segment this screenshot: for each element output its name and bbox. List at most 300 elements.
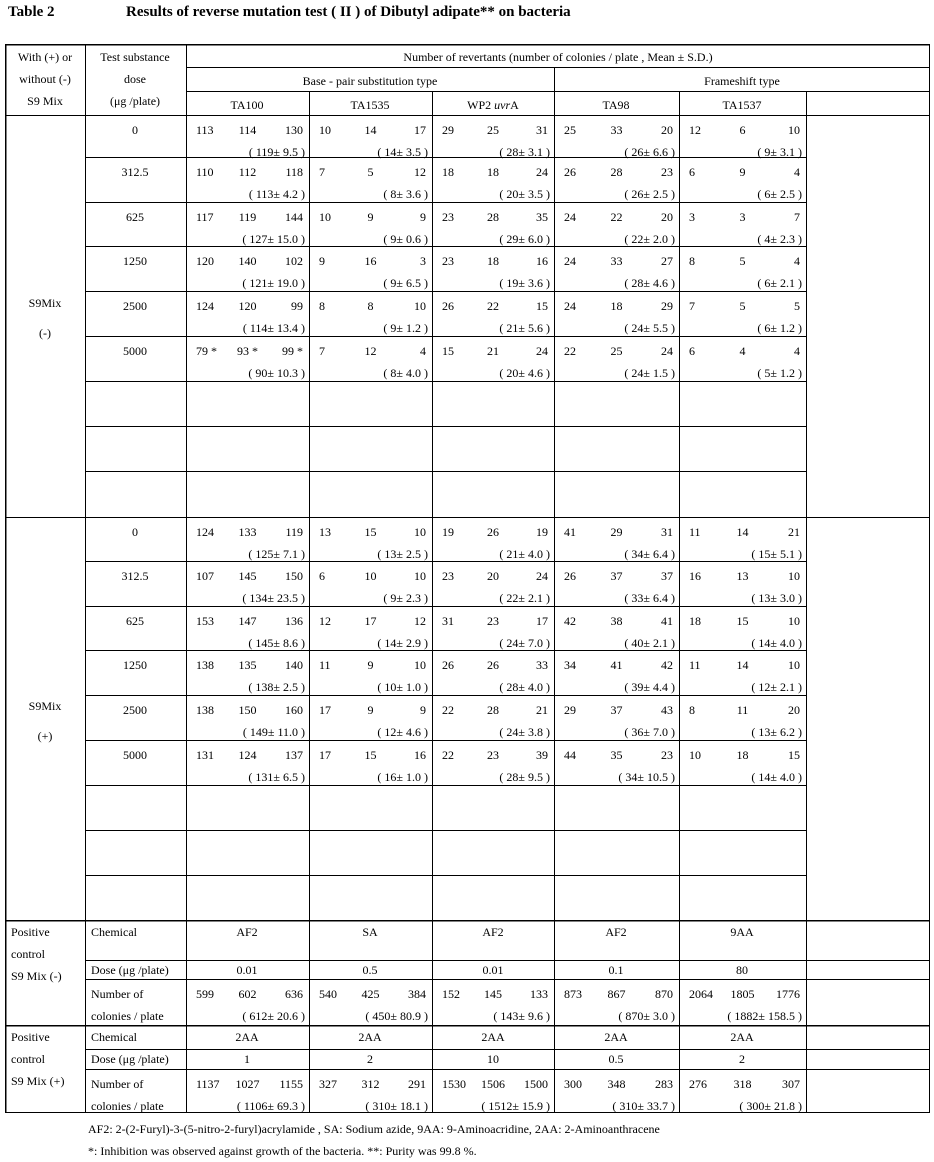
- footnote-abbreviations: AF2: 2-(2-Furyl)-3-(5-nitro-2-furyl)acrylamide , SA: Sodium azide, 9AA: 9-Aminoacridine, 2AA: 2-Aminoanthracene: [88, 1122, 660, 1136]
- g0-r5-c4-plate-2: 4: [739, 344, 746, 358]
- pc0-c1-plate-3: 384: [408, 987, 426, 1001]
- g0-r4-c0-plate-2: 120: [238, 299, 257, 313]
- g1-r1-c1-plate-3: 10: [414, 569, 426, 583]
- g1-r4-c1-plate-1: 17: [319, 703, 331, 717]
- pc1-c3-plate-3: 283: [655, 1077, 673, 1091]
- g1-r1-c4-plate-2: 13: [736, 569, 749, 583]
- g0-r4-c2-plate-3: 15: [536, 299, 548, 313]
- g0-r3-c0-plate-3: 102: [285, 254, 303, 268]
- g1-r2-c1-plate-2: 17: [364, 614, 377, 628]
- g0-r2-c1-mean: ( 9± 0.6 ): [383, 232, 428, 246]
- pc-dose: 0.01: [482, 963, 504, 977]
- strain-header: TA100: [230, 98, 264, 112]
- g1-r2-c4-plate-3: 10: [788, 614, 800, 628]
- g0-r4-c1-plate-3: 10: [414, 299, 426, 313]
- g0-r0-c1-plate-3: 17: [414, 123, 426, 137]
- g1-r0-c4-plate-3: 21: [788, 525, 800, 539]
- pc-chemical: AF2: [482, 925, 504, 939]
- pc1-c4-plate-1: 276: [689, 1077, 707, 1091]
- pc-row-label: colonies / plate: [91, 1009, 164, 1023]
- g0-r5-c2-mean: ( 20± 4.6 ): [499, 366, 550, 380]
- pc1-c2-mean: ( 1512± 15.9 ): [481, 1099, 550, 1113]
- g1-r0-c4-plate-1: 11: [689, 525, 701, 539]
- g0-r4-c3-mean: ( 24± 5.5 ): [624, 321, 675, 335]
- g0-r0-c2-plate-2: 25: [487, 123, 499, 137]
- pc-dose: 0.01: [236, 963, 258, 977]
- g1-r1-c4-plate-3: 10: [788, 569, 800, 583]
- g1-r3-c1-plate-3: 10: [414, 658, 426, 672]
- g1-r3-c0-plate-3: 140: [285, 658, 303, 672]
- pc-dose: 0.5: [362, 963, 378, 977]
- g0-r2-c4-plate-1: 3: [689, 210, 695, 224]
- g1-r5-c3-mean: ( 34± 10.5 ): [618, 770, 675, 784]
- pc1-c2-plate-1: 1530: [442, 1077, 466, 1091]
- g1-r1-c3-plate-1: 26: [564, 569, 576, 583]
- dose-value: 2500: [123, 299, 147, 313]
- g0-r0-c0-plate-3: 130: [285, 123, 303, 137]
- pc0-c4-plate-1: 2064: [689, 987, 713, 1001]
- g0-r2-c1-plate-3: 9: [420, 210, 426, 224]
- g0-r2-c4-plate-3: 7: [794, 210, 800, 224]
- dose-value: 312.5: [121, 569, 149, 583]
- g0-r2-c4-plate-2: 3: [739, 210, 746, 224]
- g1-r3-c3-plate-2: 41: [610, 658, 623, 672]
- table-caption: Results of reverse mutation test ( II ) of Dibutyl adipate** on bacteria: [126, 4, 571, 20]
- pc0-c0-plate-1: 599: [196, 987, 214, 1001]
- g1-r3-c4-mean: ( 12± 2.1 ): [751, 680, 802, 694]
- strain-header: WP2 uvrA: [467, 98, 519, 112]
- strain-header: TA1535: [350, 98, 390, 112]
- g1-r2-c3-mean: ( 40± 2.1 ): [624, 636, 675, 650]
- footnote-markers: *: Inhibition was observed against growth of the bacteria. **: Purity was 99.8 %.: [88, 1144, 477, 1158]
- s9-column-header: without (-): [19, 72, 71, 86]
- dose-value: 625: [126, 210, 144, 224]
- g1-r3-c0-mean: ( 138± 2.5 ): [248, 680, 305, 694]
- g0-r3-c2-plate-3: 16: [536, 254, 548, 268]
- strain-header: TA98: [602, 98, 630, 112]
- g0-r4-c1-plate-2: 8: [367, 299, 374, 313]
- dose-column-header: Test substance: [100, 50, 170, 64]
- pc-row-label: Chemical: [91, 925, 137, 939]
- g0-r2-c2-plate-2: 28: [487, 210, 499, 224]
- g1-r0-c1-mean: ( 13± 2.5 ): [377, 547, 428, 561]
- pc1-c1-plate-2: 312: [361, 1077, 380, 1091]
- g0-r2-c0-plate-2: 119: [238, 210, 257, 224]
- g1-r4-c4-plate-2: 11: [736, 703, 749, 717]
- g1-r0-c0-plate-1: 124: [196, 525, 214, 539]
- g1-r3-c4-plate-2: 14: [736, 658, 749, 672]
- pc-label: S9 Mix (+): [11, 1074, 65, 1088]
- pc-dose: 0.1: [608, 963, 624, 977]
- g0-r1-c4-plate-2: 9: [739, 165, 746, 179]
- g0-r2-c3-plate-2: 22: [610, 210, 623, 224]
- g0-r3-c3-plate-3: 27: [661, 254, 673, 268]
- g1-r5-c1-mean: ( 16± 1.0 ): [377, 770, 428, 784]
- g0-r2-c2-plate-3: 35: [536, 210, 548, 224]
- g0-r2-c3-mean: ( 22± 2.0 ): [624, 232, 675, 246]
- group-label: S9Mix: [28, 296, 62, 310]
- g0-r3-c1-plate-3: 3: [420, 254, 426, 268]
- g1-r1-c0-plate-2: 145: [238, 569, 257, 583]
- pc1-c0-mean: ( 1106± 69.3 ): [236, 1099, 305, 1113]
- dose-column-header: dose: [124, 72, 146, 86]
- g0-r1-c2-plate-3: 24: [536, 165, 548, 179]
- g0-r5-c1-plate-1: 7: [319, 344, 325, 358]
- g1-r3-c1-plate-1: 11: [319, 658, 331, 672]
- g0-r3-c2-plate-2: 18: [487, 254, 499, 268]
- g1-r1-c2-mean: ( 22± 2.1 ): [499, 591, 550, 605]
- g0-r2-c3-plate-3: 20: [661, 210, 673, 224]
- g1-r3-c2-plate-3: 33: [536, 658, 548, 672]
- g1-r4-c3-plate-1: 29: [564, 703, 576, 717]
- g1-r5-c4-plate-2: 18: [736, 748, 749, 762]
- g0-r0-c4-plate-1: 12: [689, 123, 701, 137]
- g1-r2-c3-plate-1: 42: [564, 614, 576, 628]
- g1-r1-c4-plate-1: 16: [689, 569, 701, 583]
- g1-r0-c1-plate-2: 15: [364, 525, 377, 539]
- pc1-c3-plate-2: 348: [607, 1077, 626, 1091]
- pc0-c2-plate-2: 145: [484, 987, 502, 1001]
- pc-label: Positive: [11, 925, 50, 939]
- g0-r3-c4-plate-2: 5: [739, 254, 746, 268]
- dose-value: 5000: [123, 344, 147, 358]
- g1-r3-c2-plate-2: 26: [487, 658, 499, 672]
- dose-value: 5000: [123, 748, 147, 762]
- g1-r3-c1-mean: ( 10± 1.0 ): [377, 680, 428, 694]
- g0-r1-c1-mean: ( 8± 3.6 ): [383, 187, 428, 201]
- g0-r4-c4-plate-1: 7: [689, 299, 695, 313]
- pc0-c2-mean: ( 143± 9.6 ): [493, 1009, 550, 1023]
- pc-chemical: 2AA: [358, 1030, 382, 1044]
- g0-r3-c3-mean: ( 28± 4.6 ): [624, 276, 675, 290]
- pc1-c1-plate-3: 291: [408, 1077, 426, 1091]
- g1-r1-c1-mean: ( 9± 2.3 ): [383, 591, 428, 605]
- pc-chemical: SA: [362, 925, 378, 939]
- pc0-c3-mean: ( 870± 3.0 ): [618, 1009, 675, 1023]
- dose-value: 0: [132, 525, 138, 539]
- pc0-c1-mean: ( 450± 80.9 ): [365, 1009, 428, 1023]
- g0-r2-c0-plate-1: 117: [196, 210, 214, 224]
- g0-r5-c4-plate-1: 6: [689, 344, 695, 358]
- group-label: S9Mix: [28, 698, 62, 713]
- pc-row-label: Dose (μg /plate): [91, 1052, 169, 1066]
- s9-column-header: S9 Mix: [27, 94, 63, 108]
- g0-r0-c4-mean: ( 9± 3.1 ): [757, 145, 802, 159]
- g0-r1-c1-plate-1: 7: [319, 165, 325, 179]
- g1-r1-c0-mean: ( 134± 23.5 ): [242, 591, 305, 605]
- g1-r5-c4-mean: ( 14± 4.0 ): [751, 770, 802, 784]
- g1-r3-c4-plate-3: 10: [788, 658, 800, 672]
- g0-r1-c1-plate-3: 12: [414, 165, 426, 179]
- g1-r4-c1-plate-2: 9: [367, 703, 374, 717]
- pc-dose: 80: [736, 963, 748, 977]
- strain-header: TA1537: [722, 98, 762, 112]
- g1-r4-c4-mean: ( 13± 6.2 ): [751, 725, 802, 739]
- g0-r5-c2-plate-2: 21: [487, 344, 499, 358]
- g0-r4-c0-plate-1: 124: [196, 299, 214, 313]
- g0-r4-c0-mean: ( 114± 13.4 ): [242, 321, 305, 335]
- g0-r4-c4-mean: ( 6± 1.2 ): [757, 321, 802, 335]
- g0-r2-c0-mean: ( 127± 15.0 ): [242, 232, 305, 246]
- g0-r2-c0-plate-3: 144: [285, 210, 303, 224]
- table-number: Table 2: [8, 4, 55, 20]
- g1-r4-c4-plate-3: 20: [788, 703, 800, 717]
- g1-r0-c3-plate-3: 31: [661, 525, 673, 539]
- g1-r5-c1-plate-2: 15: [364, 748, 377, 762]
- g0-r0-c3-mean: ( 26± 6.6 ): [624, 145, 675, 159]
- g0-r1-c2-mean: ( 20± 3.5 ): [499, 187, 550, 201]
- g0-r5-c1-mean: ( 8± 4.0 ): [383, 366, 428, 380]
- pc-label: Positive: [11, 1030, 50, 1044]
- g1-r2-c0-mean: ( 145± 8.6 ): [248, 636, 305, 650]
- g0-r0-c3-plate-1: 25: [564, 123, 576, 137]
- g0-r1-c4-plate-1: 6: [689, 165, 695, 179]
- g1-r0-c0-mean: ( 125± 7.1 ): [248, 547, 305, 561]
- g0-r5-c0-plate-3: 99 *: [282, 344, 303, 358]
- g1-r3-c3-plate-3: 42: [661, 658, 673, 672]
- g0-r0-c1-mean: ( 14± 3.5 ): [377, 145, 428, 159]
- g1-r0-c1-plate-3: 10: [414, 525, 426, 539]
- pc-dose: 0.5: [608, 1052, 624, 1066]
- pc-chemical: 2AA: [481, 1030, 505, 1044]
- g0-r1-c3-plate-3: 23: [661, 165, 673, 179]
- pc-chemical: 2AA: [730, 1030, 754, 1044]
- pc0-c4-mean: ( 1882± 158.5 ): [727, 1009, 802, 1023]
- g1-r4-c1-mean: ( 12± 4.6 ): [377, 725, 428, 739]
- g1-r0-c3-plate-1: 41: [564, 525, 576, 539]
- pc0-c4-plate-3: 1776: [776, 987, 800, 1001]
- g0-r3-c0-plate-2: 140: [238, 254, 257, 268]
- g1-r0-c4-mean: ( 15± 5.1 ): [751, 547, 802, 561]
- g0-r1-c3-plate-2: 28: [610, 165, 623, 179]
- g1-r5-c0-plate-1: 131: [196, 748, 214, 762]
- pc1-c2-plate-2: 1506: [481, 1077, 505, 1091]
- g1-r3-c2-mean: ( 28± 4.0 ): [499, 680, 550, 694]
- base-pair-header: Base - pair substitution type: [302, 74, 438, 88]
- pc-label: control: [11, 947, 45, 961]
- g1-r1-c2-plate-2: 20: [487, 569, 499, 583]
- g1-r3-c4-plate-1: 11: [689, 658, 701, 672]
- pc0-c2-plate-1: 152: [442, 987, 460, 1001]
- pc-row-label: Number of: [91, 987, 144, 1001]
- g1-r4-c0-plate-1: 138: [196, 703, 214, 717]
- g0-r1-c3-plate-1: 26: [564, 165, 576, 179]
- g1-r4-c3-plate-2: 37: [610, 703, 623, 717]
- pc-row-label: Dose (μg /plate): [91, 963, 169, 977]
- g0-r2-c2-plate-1: 23: [442, 210, 454, 224]
- g0-r1-c1-plate-2: 5: [367, 165, 374, 179]
- table-title: [8, 4, 571, 21]
- revertants-header: Number of revertants (number of colonies / plate , Mean ± S.D.): [403, 50, 713, 64]
- g1-r4-c0-plate-2: 150: [238, 703, 257, 717]
- pc0-c0-plate-3: 636: [285, 987, 303, 1001]
- g0-r5-c0-plate-1: 79 *: [196, 344, 217, 358]
- g1-r4-c0-mean: ( 149± 11.0 ): [242, 725, 305, 739]
- g1-r2-c4-plate-2: 15: [736, 614, 749, 628]
- g1-r0-c4-plate-2: 14: [736, 525, 749, 539]
- g0-r5-c2-plate-3: 24: [536, 344, 548, 358]
- pc0-c0-mean: ( 612± 20.6 ): [242, 1009, 305, 1023]
- g1-r5-c2-plate-2: 23: [487, 748, 499, 762]
- pc0-c3-plate-3: 870: [655, 987, 673, 1001]
- g0-r5-c4-mean: ( 5± 1.2 ): [757, 366, 802, 380]
- g0-r5-c3-plate-3: 24: [661, 344, 673, 358]
- g1-r5-c4-plate-3: 15: [788, 748, 800, 762]
- g1-r1-c1-plate-2: 10: [364, 569, 377, 583]
- g1-r4-c2-mean: ( 24± 3.8 ): [499, 725, 550, 739]
- g0-r0-c0-plate-2: 114: [238, 123, 257, 137]
- g1-r5-c3-plate-3: 23: [661, 748, 673, 762]
- g1-r5-c1-plate-1: 17: [319, 748, 331, 762]
- g1-r2-c4-mean: ( 14± 4.0 ): [751, 636, 802, 650]
- g0-r2-c3-plate-1: 24: [564, 210, 576, 224]
- pc1-c1-mean: ( 310± 18.1 ): [365, 1099, 428, 1113]
- g0-r3-c4-mean: ( 6± 2.1 ): [757, 276, 802, 290]
- g0-r5-c1-plate-3: 4: [420, 344, 426, 358]
- g0-r5-c4-plate-3: 4: [794, 344, 800, 358]
- pc-row-label: Number of: [91, 1077, 144, 1091]
- pc0-c0-plate-2: 602: [238, 987, 257, 1001]
- g0-r0-c3-plate-3: 20: [661, 123, 673, 137]
- g1-r1-c2-plate-1: 23: [442, 569, 454, 583]
- g1-r2-c1-mean: ( 14± 2.9 ): [377, 636, 428, 650]
- g1-r0-c3-mean: ( 34± 6.4 ): [624, 547, 675, 561]
- g1-r0-c1-plate-1: 13: [319, 525, 331, 539]
- g0-r5-c0-mean: ( 90± 10.3 ): [248, 366, 305, 380]
- g0-r1-c0-plate-3: 118: [285, 165, 303, 179]
- g1-r4-c0-plate-3: 160: [285, 703, 303, 717]
- g0-r1-c0-plate-1: 110: [196, 165, 214, 179]
- g1-r4-c3-plate-3: 43: [661, 703, 673, 717]
- g1-r4-c3-mean: ( 36± 7.0 ): [624, 725, 675, 739]
- group-sign: (-): [39, 326, 51, 340]
- g1-r5-c3-plate-2: 35: [610, 748, 623, 762]
- g0-r4-c3-plate-2: 18: [610, 299, 623, 313]
- g0-r5-c3-plate-2: 25: [610, 344, 623, 358]
- g1-r4-c2-plate-2: 28: [487, 703, 499, 717]
- g0-r0-c2-plate-1: 29: [442, 123, 454, 137]
- g1-r1-c4-mean: ( 13± 3.0 ): [751, 591, 802, 605]
- pc1-c4-mean: ( 300± 21.8 ): [739, 1099, 802, 1113]
- pc0-c3-plate-1: 873: [564, 987, 582, 1001]
- g1-r2-c2-plate-1: 31: [442, 614, 454, 628]
- g1-r3-c2-plate-1: 26: [442, 658, 454, 672]
- g0-r3-c3-plate-2: 33: [610, 254, 623, 268]
- g0-r3-c4-plate-3: 4: [794, 254, 800, 268]
- pc-chemical: 2AA: [604, 1030, 628, 1044]
- g1-r2-c2-mean: ( 24± 7.0 ): [499, 636, 550, 650]
- g0-r0-c1-plate-2: 14: [364, 123, 377, 137]
- g1-r4-c2-plate-1: 22: [442, 703, 454, 717]
- g1-r5-c0-plate-2: 124: [238, 748, 257, 762]
- g1-r0-c0-plate-3: 119: [285, 525, 303, 539]
- pc0-c2-plate-3: 133: [530, 987, 548, 1001]
- g0-r2-c1-plate-1: 10: [319, 210, 331, 224]
- g1-r2-c2-plate-3: 17: [536, 614, 548, 628]
- g1-r5-c3-plate-1: 44: [564, 748, 576, 762]
- g0-r0-c1-plate-1: 10: [319, 123, 331, 137]
- g0-r3-c2-plate-1: 23: [442, 254, 454, 268]
- g0-r4-c1-plate-1: 8: [319, 299, 325, 313]
- g0-r0-c4-plate-2: 6: [739, 123, 746, 137]
- g0-r1-c2-plate-2: 18: [487, 165, 499, 179]
- g0-r1-c2-plate-1: 18: [442, 165, 454, 179]
- g1-r0-c2-plate-2: 26: [487, 525, 499, 539]
- pc1-c4-plate-2: 318: [733, 1077, 752, 1091]
- g1-r2-c0-plate-3: 136: [285, 614, 303, 628]
- dose-value: 0: [132, 123, 138, 137]
- pc0-c1-plate-1: 540: [319, 987, 337, 1001]
- g1-r4-c1-plate-3: 9: [420, 703, 426, 717]
- s9-column-header: With (+) or: [17, 50, 73, 64]
- g0-r3-c0-mean: ( 121± 19.0 ): [242, 276, 305, 290]
- g1-r0-c2-mean: ( 21± 4.0 ): [499, 547, 550, 561]
- pc0-c3-plate-2: 867: [607, 987, 626, 1001]
- g0-r3-c0-plate-1: 120: [196, 254, 214, 268]
- dose-value: 2500: [123, 703, 147, 717]
- dose-column-header: (μg /plate): [109, 94, 161, 108]
- pc1-c0-plate-2: 1027: [235, 1077, 260, 1091]
- g0-r1-c0-plate-2: 112: [238, 165, 257, 179]
- g1-r1-c3-plate-2: 37: [610, 569, 623, 583]
- g1-r3-c1-plate-2: 9: [367, 658, 374, 672]
- g1-r1-c3-mean: ( 33± 6.4 ): [624, 591, 675, 605]
- pc-dose: 10: [487, 1052, 499, 1066]
- pc-chemical: AF2: [605, 925, 627, 939]
- pc-dose: 2: [739, 1052, 745, 1066]
- g0-r2-c2-mean: ( 29± 6.0 ): [499, 232, 550, 246]
- pc1-c1-plate-1: 327: [319, 1077, 337, 1091]
- g1-r3-c0-plate-1: 138: [196, 658, 214, 672]
- g0-r0-c0-mean: ( 119± 9.5 ): [248, 145, 305, 159]
- g1-r1-c2-plate-3: 24: [536, 569, 548, 583]
- g0-r5-c2-plate-1: 15: [442, 344, 454, 358]
- g1-r0-c2-plate-1: 19: [442, 525, 454, 539]
- pc1-c0-plate-1: 1137: [196, 1077, 220, 1091]
- dose-value: 1250: [123, 254, 147, 268]
- g0-r2-c1-plate-2: 9: [367, 210, 374, 224]
- pc-dose: 1: [244, 1052, 250, 1066]
- g1-r2-c1-plate-3: 12: [414, 614, 426, 628]
- g0-r1-c4-mean: ( 6± 2.5 ): [757, 187, 802, 201]
- g0-r4-c2-plate-1: 26: [442, 299, 454, 313]
- g0-r0-c2-plate-3: 31: [536, 123, 548, 137]
- g1-r1-c0-plate-1: 107: [196, 569, 214, 583]
- g0-r1-c4-plate-3: 4: [794, 165, 800, 179]
- g0-r1-c0-mean: ( 113± 4.2 ): [248, 187, 305, 201]
- g1-r5-c2-plate-3: 39: [536, 748, 548, 762]
- g1-r5-c0-mean: ( 131± 6.5 ): [248, 770, 305, 784]
- g0-r5-c1-plate-2: 12: [364, 344, 377, 358]
- pc-chemical: 9AA: [730, 925, 754, 939]
- pc0-c4-plate-2: 1805: [730, 987, 755, 1001]
- g0-r1-c3-mean: ( 26± 2.5 ): [624, 187, 675, 201]
- results-table: [5, 44, 930, 1113]
- g0-r4-c3-plate-1: 24: [564, 299, 576, 313]
- g0-r4-c4-plate-3: 5: [794, 299, 800, 313]
- g1-r1-c3-plate-3: 37: [661, 569, 673, 583]
- g0-r0-c4-plate-3: 10: [788, 123, 800, 137]
- pc0-c1-plate-2: 425: [361, 987, 380, 1001]
- pc1-c3-plate-1: 300: [564, 1077, 582, 1091]
- g1-r3-c3-mean: ( 39± 4.4 ): [624, 680, 675, 694]
- g1-r4-c4-plate-1: 8: [689, 703, 695, 717]
- g0-r5-c3-mean: ( 24± 1.5 ): [624, 366, 675, 380]
- g0-r3-c2-mean: ( 19± 3.6 ): [499, 276, 550, 290]
- dose-value: 1250: [123, 658, 147, 672]
- g0-r4-c2-plate-2: 22: [487, 299, 499, 313]
- g1-r1-c1-plate-1: 6: [319, 569, 325, 583]
